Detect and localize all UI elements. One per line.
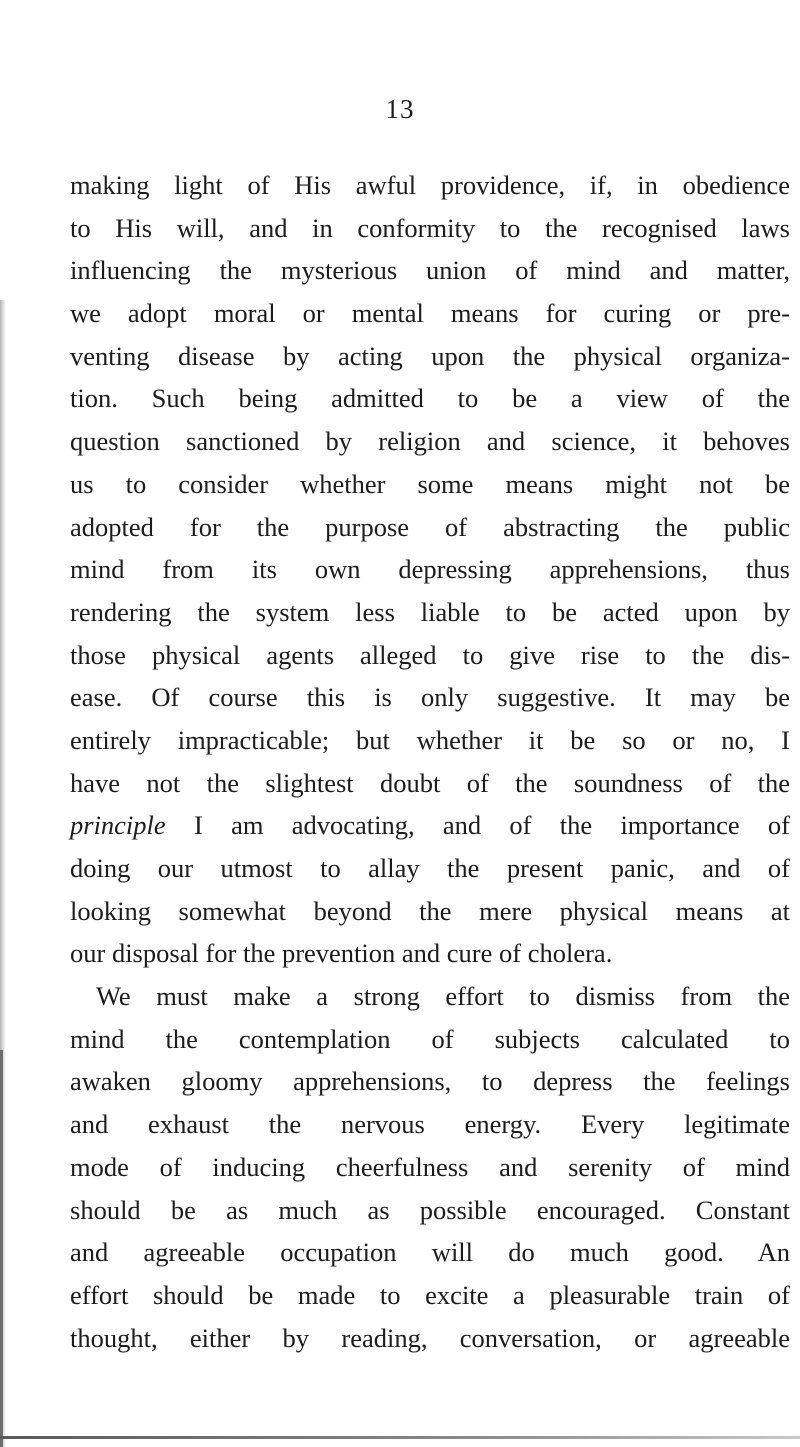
paragraph-start-line: We must make a strong effort to dismiss from the <box>96 981 790 1012</box>
emphasized-word: principle <box>70 810 166 841</box>
text-line: tion. Such being admitted to be a view of the <box>70 383 790 414</box>
page-number: 13 <box>385 94 415 124</box>
text-line-emphasis <box>70 804 790 847</box>
text-line: entirely impracticable; but whether it be so or no, I <box>70 724 790 755</box>
text-line: looking somewhat beyond the mere physical means at <box>70 895 790 926</box>
text-line: we adopt moral or mental means for curing or pre- <box>70 298 790 329</box>
text-line: ease. Of course this is only suggestive. It may be <box>70 682 790 713</box>
text-line: those physical agents alleged to give rise to the dis- <box>70 639 790 670</box>
text-line: mode of inducing cheerfulness and serenity of mind <box>70 1151 790 1182</box>
text-line-rest: I am advocating, and of the importance of <box>165 810 790 841</box>
text-line: awaken gloomy apprehensions, to depress the feelings <box>70 1066 790 1097</box>
text-line: doing our utmost to allay the present panic, and of <box>70 853 790 883</box>
text-line: and exhaust the nervous energy. Every legitimate <box>70 1109 790 1140</box>
text-line: adopted for the purpose of abstracting the public <box>70 511 790 542</box>
page-bottom-edge <box>0 1436 800 1439</box>
text-line: our disposal for the prevention and cure of cholera. <box>70 938 613 969</box>
text-line: mind the contemplation of subjects calculated to <box>70 1023 790 1054</box>
text-line: should be as much as possible encouraged. Constant <box>70 1194 790 1225</box>
text-line: and agreeable occupation will do much good. An <box>70 1237 790 1268</box>
text-line: mind from its own depressing apprehensions, thus <box>70 554 790 585</box>
body-text <box>70 164 790 1359</box>
text-line: thought, either by reading, conversation, or agreeable <box>70 1322 790 1353</box>
text-line: us to consider whether some means might not be <box>70 468 790 499</box>
text-line: effort should be made to excite a pleasurable train of <box>70 1279 790 1310</box>
text-line: rendering the system less liable to be acted upon by <box>70 596 790 627</box>
text-line: question sanctioned by religion and science, it behoves <box>70 426 790 457</box>
text-line: influencing the mysterious union of mind and matter, <box>70 255 790 286</box>
text-line: venting disease by acting upon the physical organiza- <box>70 340 790 371</box>
text-line: have not the slightest doubt of the soundness of the <box>70 767 790 798</box>
text-line: to His will, and in conformity to the recognised laws <box>70 212 790 243</box>
binding-edge <box>0 1050 3 1447</box>
text-line: making light of His awful providence, if, in obedience <box>70 170 790 200</box>
